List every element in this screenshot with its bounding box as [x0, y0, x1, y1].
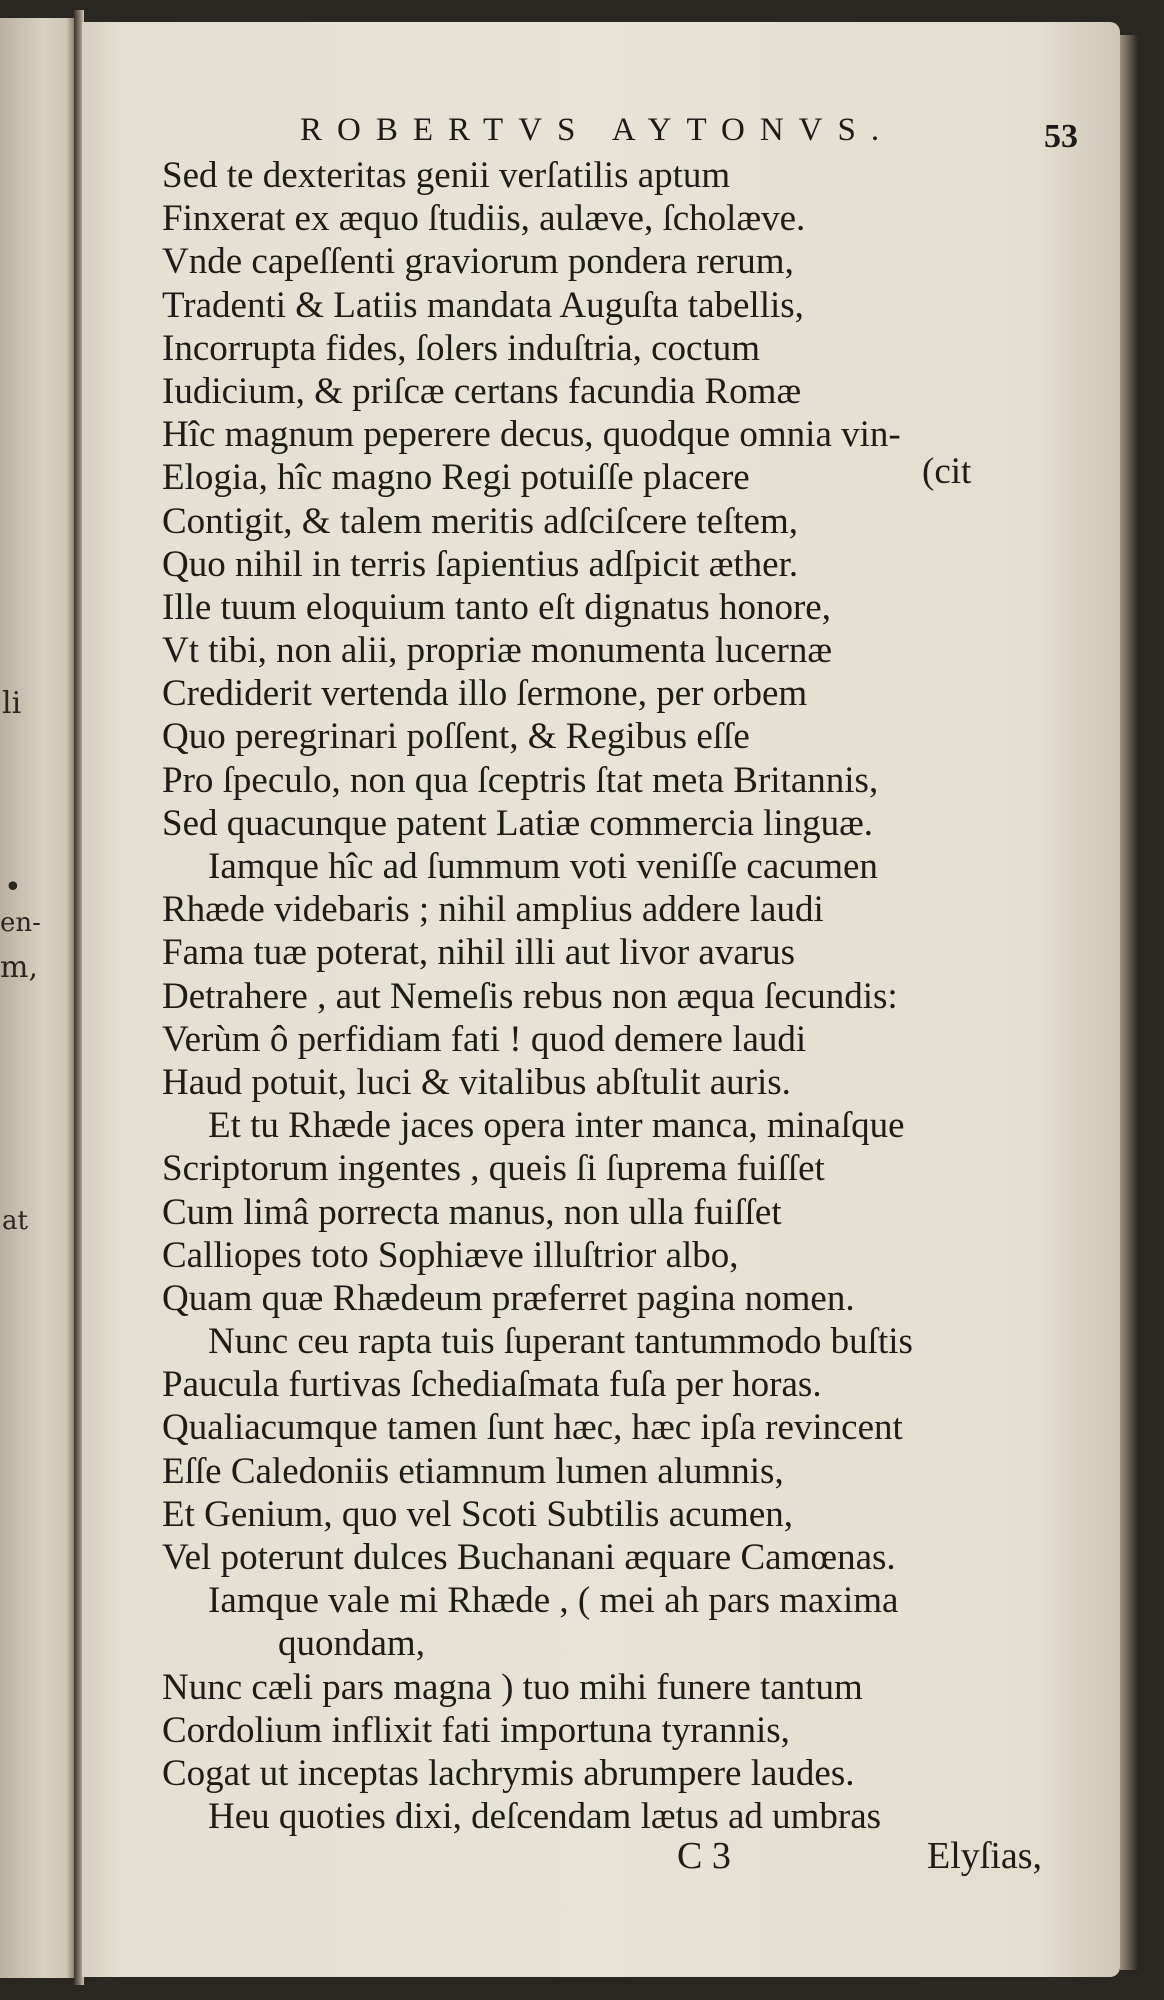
verse-line: Qualiacumque tamen ſunt hæc, hæc ipſa revincent — [162, 1407, 903, 1449]
verse-line: Eſſe Caledoniis etiamnum lumen alumnis, — [162, 1450, 784, 1492]
verse-line: Nunc cæli pars magna ) tuo mihi funere tantum — [162, 1666, 863, 1708]
verse-line: Sed quacunque patent Latiæ commercia linguæ. — [162, 802, 874, 844]
verse-line: Paucula furtivas ſchediaſmata fuſa per horas. — [162, 1364, 822, 1406]
catchword: Elyſias, — [927, 1835, 1043, 1877]
left-page-fragment: • — [4, 870, 22, 905]
signature-mark: C 3 — [677, 1835, 731, 1877]
verse-line: Quo peregrinari poſſent, & Regibus eſſe — [162, 716, 750, 758]
verse-line: Iamque vale mi Rhæde , ( mei ah pars maxima — [208, 1580, 899, 1622]
verse-line: Incorrupta fides, ſolers induſtria, coctum — [162, 327, 760, 369]
verse-line: Cordolium inflixit fati importuna tyrannis, — [162, 1709, 790, 1751]
verse-line: Rhæde videbaris ; nihil amplius addere laudi — [162, 889, 824, 931]
verse-line: quondam, — [278, 1623, 425, 1665]
left-page-fragment: en- — [0, 908, 41, 938]
verse-line: Contigit, & talem meritis adſciſcere teſtem, — [162, 500, 799, 542]
verse-text — [162, 154, 1092, 1838]
verse-line: Et Genium, quo vel Scoti Subtilis acumen, — [162, 1493, 793, 1535]
verse-line: Finxerat ex æquo ſtudiis, aulæve, ſcholæve. — [162, 198, 806, 240]
verse-line: Cum limâ porrecta manus, non ulla fuiſſet — [162, 1191, 782, 1233]
verse-line: Sed te dexteritas genii verſatilis aptum — [162, 155, 731, 196]
verse-line: Et tu Rhæde jaces opera inter manca, minaſque — [208, 1105, 905, 1147]
left-page-fragment: li — [2, 686, 22, 721]
verse-line: Quo nihil in terris ſapientius adſpicit æther. — [162, 543, 799, 585]
verse-line: Hîc magnum peperere decus, quodque omnia vin- — [162, 414, 901, 456]
verse-line: Calliopes toto Sophiæve illuſtrior albo, — [162, 1234, 739, 1276]
verse-line: Ille tuum eloquium tanto eſt dignatus honore, — [162, 586, 831, 628]
verse-line: Crediderit vertenda illo ſermone, per orbem — [162, 673, 808, 715]
verse-line: Fama tuæ poterat, nihil illi aut livor avarus — [162, 932, 795, 974]
verse-line: Vnde capeſſenti graviorum pondera rerum, — [162, 241, 794, 283]
page-number: 53 — [1044, 118, 1078, 155]
verse-line: Cogat ut inceptas lachrymis abrumpere laudes. — [162, 1752, 855, 1794]
verse-line: Tradenti & Latiis mandata Auguſta tabellis, — [162, 284, 804, 326]
verse-line: Iudicium, & priſcæ certans facundia Romæ — [162, 370, 802, 412]
verse-line: Quam quæ Rhædeum præferret pagina nomen. — [162, 1277, 855, 1319]
verse-line: Vel poterunt dulces Buchanani æquare Camœnas. — [162, 1537, 896, 1578]
verse-line: Nunc ceu rapta tuis ſuperant tantummodo buſtis — [208, 1321, 913, 1363]
running-title: ROBERTVS AYTONVS. — [300, 112, 895, 148]
verse-line: Detrahere , aut Nemeſis rebus non æqua ſecundis: — [162, 975, 898, 1017]
verse-line: Verùm ô perfidiam fati ! quod demere laudi — [162, 1018, 807, 1060]
page-edge-shadow — [1120, 35, 1138, 1970]
verse-line: Scriptorum ingentes , queis ſi ſuprema fuiſſet — [162, 1148, 825, 1190]
left-page-fragment: m, — [0, 950, 38, 985]
left-page-edge — [0, 18, 78, 1978]
verse-line: Iamque hîc ad ſummum voti veniſſe cacumen — [208, 846, 878, 887]
verse-line: Haud potuit, luci & vitalibus abſtulit auris. — [162, 1061, 791, 1103]
verse-line: Heu quoties dixi, deſcendam lætus ad umbras — [208, 1796, 882, 1838]
verse-line: Pro ſpeculo, non qua ſceptris ſtat meta Britannis, — [162, 759, 879, 801]
verse-line: Vt tibi, non alii, propriæ monumenta lucernæ — [162, 630, 833, 672]
left-page-fragment: at — [2, 1206, 28, 1236]
turnover-text: (cit — [922, 451, 972, 492]
verse-line: Elogia, hîc magno Regi potuiſſe placere — [162, 457, 750, 499]
book-page — [82, 22, 1120, 1977]
